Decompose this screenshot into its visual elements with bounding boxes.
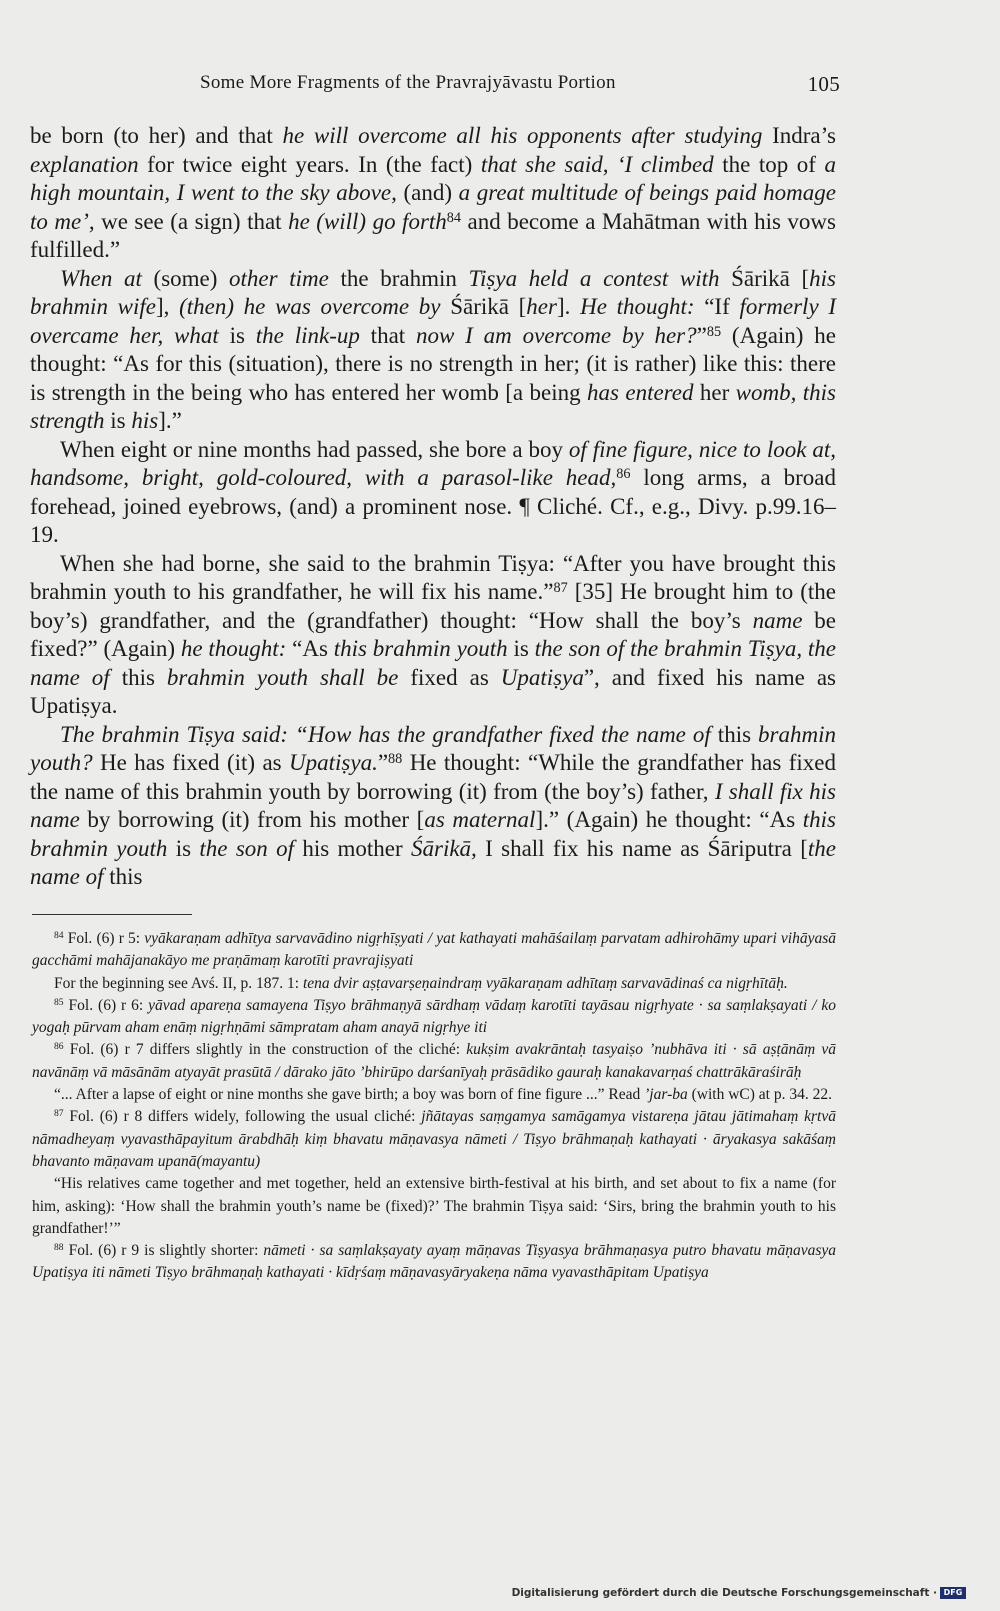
page-number: 105 [807,72,840,96]
footnotes [32,928,836,1285]
footnote: “... After a lapse of eight or nine months she gave birth; a boy was born of fine figure ...” Read ’jar-ba (with wC) at p. 34. 22. [54,1086,832,1104]
running-title: Some More Fragments of the Pravrajyāvastu Portion [200,72,616,93]
main-text [30,122,836,892]
paragraph: be born (to her) and that he will overcome all his opponents after studying Indra’s explanation for twice eight years. In (the fact) that she said, ‘I climbed the top of a high mountain, I went to the sky above, (and) a great multitude of beings paid homage to me’, we see (a sign) that he (will) go forth$^{84}$ and become a Mahātman with his vows fulfilled.” [30,123,836,262]
footnote: $^{87}$ Fol. (6) r 8 differs widely, following the usual cliché: jñātayas saṃgamya samāgamya vistareṇa jātau jātimahaṃ kṛtvā nāmadheyaṃ vyavasthāpayitum ārabdhāḥ kiṃ bhavatu māṇavasya nāmeti / Tiṣyo brāhmaṇaḥ kathayati · āryakasya sakāśaṃ bhavanto māṇavam upanā(mayantu) [32,1108,836,1170]
credit-text: Digitalisierung gefördert durch die Deutsche Forschungsgemeinschaft · [511,1587,937,1599]
footnote: “His relatives came together and met together, held an extensive birth-festival at his birth, and set about to fix a name (for him, asking): ‘How shall the brahmin youth’s name be (fixed)?’ The brahmin Tiṣya said: ‘Sirs, bring the brahmin youth to his grandfather!’” [32,1175,836,1237]
paragraph: When at (some) other time the brahmin Tiṣya held a contest with Śārikā [his brahmin wife], (then) he was overcome by Śārikā [her]. He thought: “If formerly I overcame her, what is the link-up that now I am overcome by her?”$^{85}$ (Again) he thought: “As for this (situation), there is no strength in her; (it is rather) like this: there is strength in the being who has entered her womb [a being has entered her womb, this strength is his].” [30,265,837,433]
footnote-rule [32,914,192,915]
footnote: $^{88}$ Fol. (6) r 9 is slightly shorter: nāmeti · sa saṃlakṣayaty ayaṃ māṇavas Tiṣyasya brāhmaṇasya putro bhavatu māṇavasya Upatiṣya iti nāmeti Tiṣyo brāhmaṇaḥ kathayati · kīdṛśaṃ māṇavasyāryakeṇa nāma vyavasthāpitam Upatiṣya [32,1242,836,1282]
paragraph: When she had borne, she said to the brahmin Tiṣya: “After you have brought this brahmin youth to his grandfather, he will fix his name.”$^{87}$ [35] He brought him to (the boy’s) grandfather, and the (grandfather) thought: “How shall the boy’s name be fixed?” (Again) he thought: “As this brahmin youth is the son of the brahmin Tiṣya, the name of this brahmin youth shall be fixed as Upatiṣya”, and fixed his name as Upatiṣya. [30,550,837,718]
digitization-credit [512,1585,966,1601]
footnote: $^{85}$ Fol. (6) r 6: yāvad apareṇa samayena Tiṣyo brāhmaṇyā sārdhaṃ vādaṃ karotīti tayāsau nigṛhyate · sa saṃlakṣayati / ko yogaḥ pūrvam aham enāṃ nigṛhṇāmi sāmpratam aham anayā nigṛhye iti [32,996,836,1037]
paragraph: The brahmin Tiṣya said: “How has the grandfather fixed the name of this brahmin youth? He has fixed (it) as Upatiṣya.”$^{88}$ He thought: “While the grandfather has fixed the name of this brahmin youth by borrowing (it) from (the boy’s) father, I shall fix his name by borrowing (it) from his mother [as maternal].” (Again) he thought: “As this brahmin youth is the son of his mother Śārikā, I shall fix his name as Śāriputra [the name of this [30,721,837,889]
footnote: $^{86}$ Fol. (6) r 7 differs slightly in the construction of the cliché: kukṣim avakrāntaḥ tasyaiṣo ’nubhāva iti · sā aṣṭānāṃ vā navānāṃ vā māsānām atyayāt prasūtā / dārako jāto ’bhirūpo darśanīyaḥ prāsādiko gauraḥ kanakavarṇaś chattrākāraśirāḥ [32,1041,836,1081]
dfg-logo-icon: DFG [940,1587,966,1599]
paragraph: When eight or nine months had passed, she bore a boy of fine figure, nice to look at, handsome, bright, gold-coloured, with a parasol-like head,$^{86}$ long arms, a broad forehead, joined eyebrows, (and) a prominent nose. ¶ Cliché. Cf., e.g., Divy. p.99.16–19. [30,436,836,547]
running-header [200,72,840,102]
footnote: For the beginning see Avś. II, p. 187. 1: tena dvir aṣṭavarṣeṇaindraṃ vyākaraṇam adhītaṃ sarvavādinaś ca nigṛhītāḥ. [54,974,788,992]
footnote: $^{84}$ Fol. (6) r 5: vyākaraṇam adhītya sarvavādino nigṛhīṣyati / yat kathayati mahāśailaṃ parvatam adhirohāmy upari vihāyasā gacchāmi mahājanakāyo me praṇāmaṃ karotīti pravrajiṣyati [32,930,837,970]
